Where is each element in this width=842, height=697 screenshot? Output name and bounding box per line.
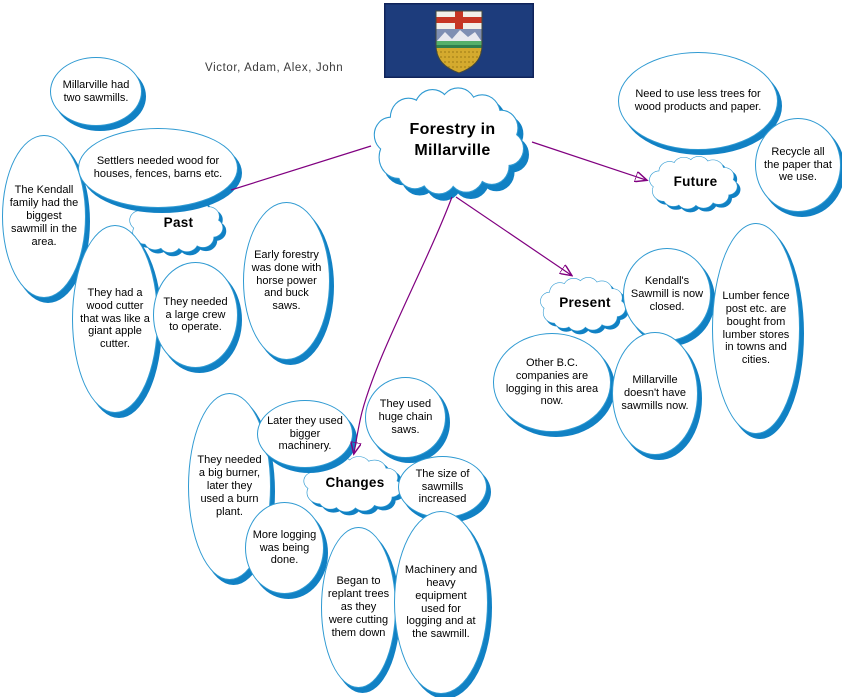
bubble-huge-chain-saws: [365, 377, 446, 458]
cloud-present-label: Present: [559, 295, 611, 310]
bubble-text: They used huge chain saws.: [378, 398, 433, 436]
bubble-early-forestry-horse-power: [243, 202, 330, 360]
cloud-past-label: Past: [163, 214, 194, 230]
bubble-kendall-family-biggest-sawmill: [2, 135, 86, 298]
bubble-text: More logging was being done.: [252, 528, 317, 567]
bubble-text: They needed a big burner, later they used a burn plant.: [197, 454, 262, 518]
bubble-settlers-needed-wood: [78, 128, 238, 208]
bubble-text: Began to replant trees as they were cutting them down: [327, 575, 390, 639]
alberta-flag: [384, 3, 534, 78]
cloud-future: [647, 155, 744, 213]
bubble-use-less-trees: [618, 52, 778, 150]
connector-center-to-present: [456, 197, 571, 275]
bubble-millarville-no-sawmills: [612, 332, 698, 455]
bubble-millarville-had-two-sawmills: [50, 57, 142, 126]
bubble-kendalls-sawmill-closed: [623, 248, 711, 341]
bubble-text: The size of sawmills increased: [415, 467, 470, 506]
bubble-text: The Kendall family had the biggest sawmill in the area.: [9, 184, 79, 248]
bubble-text: Need to use less trees for wood products and paper.: [634, 88, 762, 113]
bubble-other-bc-companies: [493, 333, 611, 432]
connector-center-to-future: [532, 142, 646, 180]
bubble-text: Later they used bigger machinery.: [267, 414, 343, 453]
bubble-heavy-equipment: [394, 511, 488, 694]
bubble-recycle-paper: [755, 118, 841, 212]
bubble-text: They needed a large crew to operate.: [163, 295, 228, 334]
bubble-lumber-from-stores: [712, 223, 800, 434]
bubble-text: They had a wood cutter that was like a giant apple cutter.: [80, 286, 150, 351]
bubble-text: Kendall's Sawmill is now closed.: [630, 275, 704, 313]
connector-center-to-past: [231, 146, 371, 190]
bubble-large-crew: [153, 262, 238, 368]
bubble-text: Millarville had two sawmills.: [62, 78, 130, 104]
cloud-changes-label: Changes: [325, 475, 385, 490]
bubble-sawmill-size-increased: [398, 456, 487, 518]
central-topic-line1: Forestry in: [409, 120, 496, 138]
bubble-text: Early forestry was done with horse power and buck saws.: [251, 248, 322, 313]
cloud-future-label: Future: [673, 173, 718, 189]
central-topic-label: [370, 85, 535, 196]
bubble-text: Other B.C. companies are logging in this area now.: [505, 356, 599, 408]
central-topic-line2: Millarville: [414, 141, 491, 159]
bubble-more-logging: [245, 502, 324, 594]
cloud-central-topic: [370, 85, 535, 202]
bubble-replant-trees: [321, 527, 396, 688]
bubble-text: Machinery and heavy equipment used for logging and at the sawmill.: [404, 563, 478, 641]
bubble-text: Millarville doesn't have sawmills now.: [621, 374, 689, 412]
alberta-flag-image: [384, 3, 534, 78]
authors-text: Victor, Adam, Alex, John: [205, 62, 344, 74]
cloud-present: [538, 276, 632, 335]
bubble-text: Recycle all the paper that we use.: [764, 145, 832, 184]
bubble-text: Lumber fence post etc. are bought from lumber stores in towns and cities.: [722, 289, 790, 367]
bubble-wood-cutter-apple-cutter: [72, 225, 158, 413]
bubble-bigger-machinery: [257, 400, 353, 468]
bubble-text: Settlers needed wood for houses, fences, barns etc.: [93, 155, 223, 180]
